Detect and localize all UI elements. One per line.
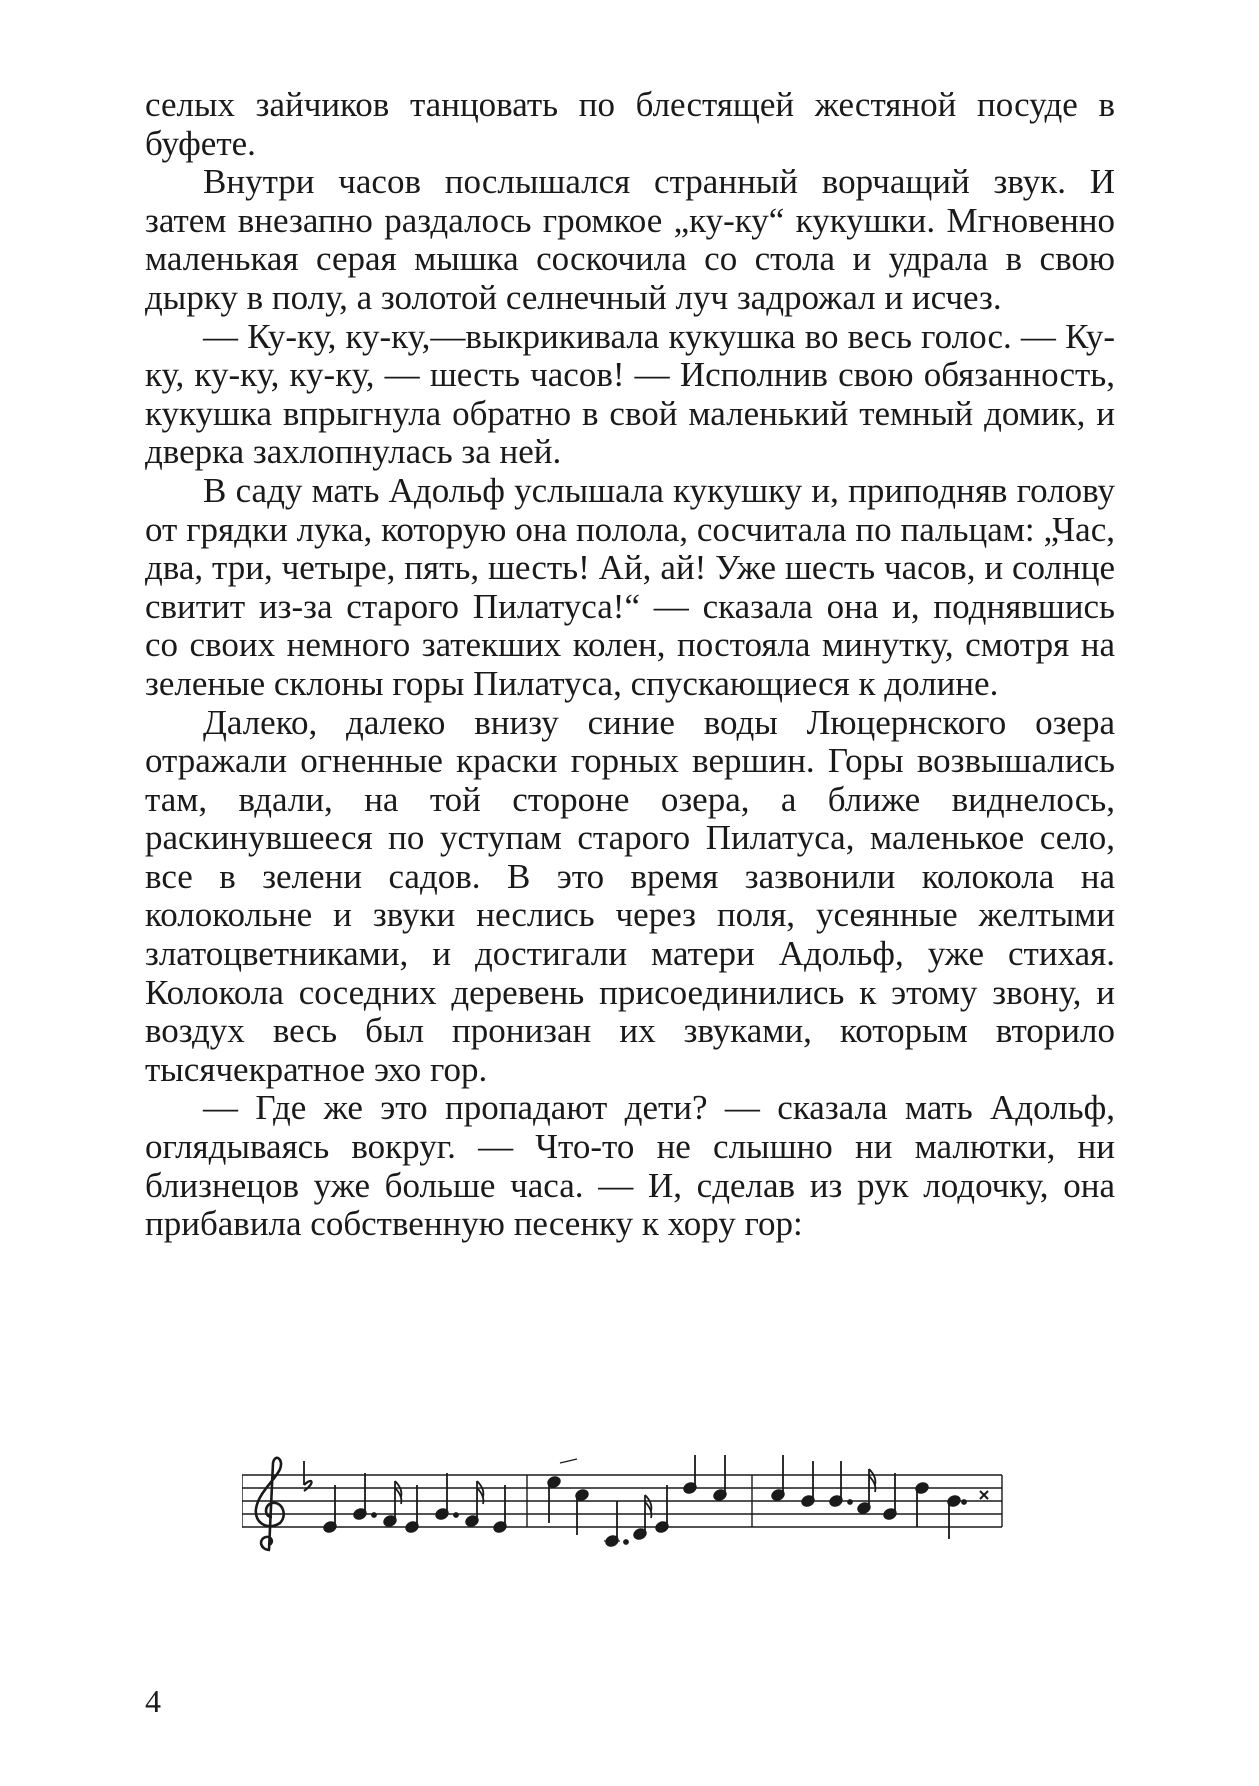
paragraph-2: Внутри часов послышался странный ворчащий звук. И затем внезапно раздалось громкое „ку-ку“ кукушки. Мгновенно маленькая серая мышка соскочила со стола и удрала в свою дырку в полу, а золотой селнечный луч задрожал и исчез. (145, 162, 1115, 317)
paragraph-6: — Где же это пропадают дети? — сказала мать Адольф, оглядываясь вокруг. — Что-то не слышно ни малютки, ни близнецов уже больше часа. — И, сделав из рук лодочку, она прибавила собственную песенку к хору гор: (145, 1088, 1115, 1244)
body-text (145, 86, 1115, 1244)
paragraph-4: В саду мать Адольф услышала кукушку и, приподняв голову от грядки лука, которую она полола, сосчитала по пальцам: „Час, два, три, четыре, пять, шесть! Ай, ай! Уже шесть часов, и солнце свитит из-за старого Пилатуса!“ — сказала она и, поднявшись со своих немного затекших колен, постояла минутку, смотря на зеленые склоны горы Пилатуса, спускающиеся к долине. (145, 470, 1115, 703)
page-number: 4 (145, 1683, 161, 1719)
paragraph-5: Далеко, далеко внизу синие воды Люцернского озера отражали огненные краски горных вершин. Горы возвышались там, вдали, на той стороне озера, а ближе виднелось, раскинувшееся по уступам старого Пилатуса, маленькое село, все в зелени садов. В это время зазвонили колокола на колокольне и звуки неслись через поля, усеянные желтыми златоцветниками, и достигали матери Адольф, уже стихая. Колокола соседних деревень присоединились к этому звону, и воздух весь был пронизан их звуками, которым вторило тысячекратное эхо гор. (145, 702, 1115, 1089)
rest-icon (980, 1491, 988, 1499)
paragraph-3: — Ку-ку, ку-ку,—выкрикивала кукушка во весь голос. — Ку-ку, ку-ку, ку-ку, — шесть часов! — Исполнив свою обязанность, кукушка впрыгнула обратно в свой маленький темный домик, и дверка захлопнулась за ней. (145, 316, 1115, 472)
music-notation (242, 1455, 1012, 1575)
treble-clef-icon (256, 1458, 284, 1550)
paragraph-1: селых зайчиков танцовать по блестящей жестяной посуде в буфете. (145, 85, 1115, 163)
flat-sign-icon (304, 1461, 312, 1491)
